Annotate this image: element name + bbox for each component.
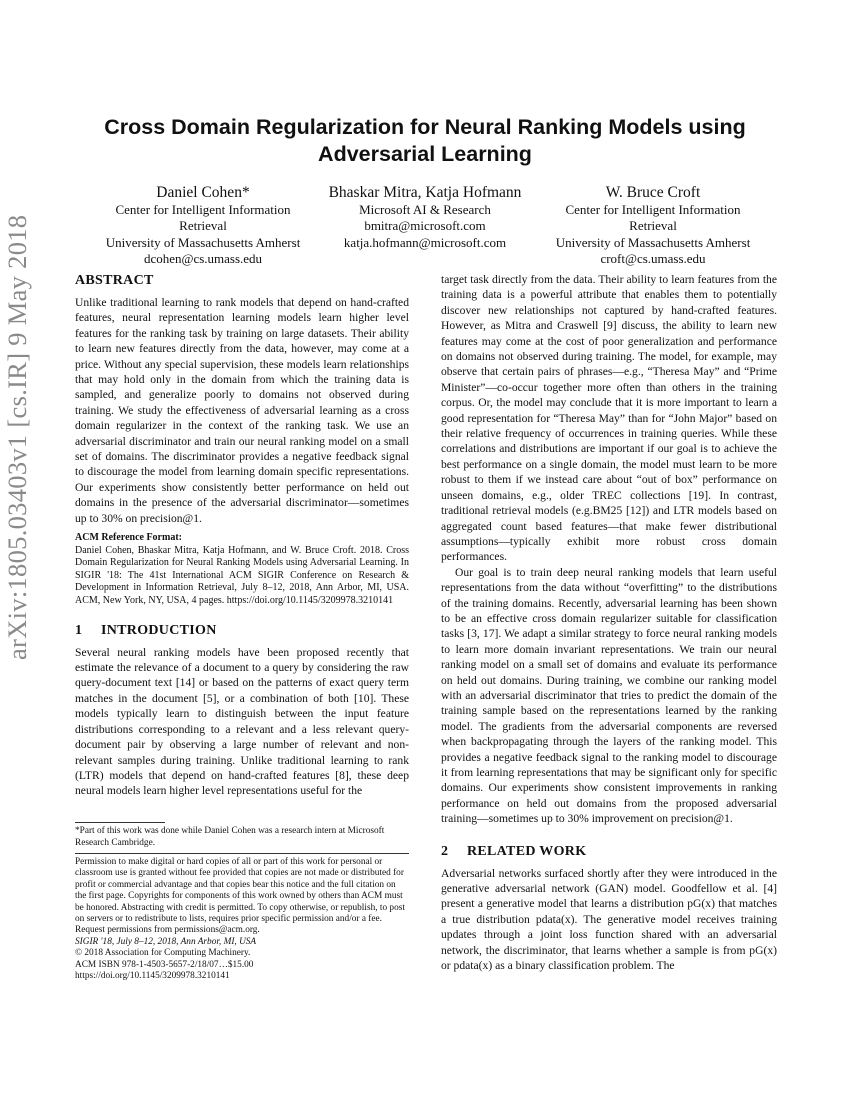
permission-isbn: ACM ISBN 978-1-4503-5657-2/18/07…$15.00 <box>75 959 254 970</box>
author-email: katja.hofmann@microsoft.com <box>343 234 507 250</box>
permission-doi: https://doi.org/10.1145/3209978.3210141 <box>75 971 230 982</box>
permission-divider <box>75 853 409 854</box>
abstract-text: Unlike traditional learning to rank models that depend on hand-crafted features, neural representation learning models learn higher level features for the ranking task by training on large datasets. Their ability to learn new features directly from the data, however, may come at a price. Without any special supervision, these models learn relationships that may hold only in the domain from which the training data is sampled, and generalize poorly to domains not observed during training. We study the effectiveness of adversarial learning as a cross domain regularizer in the context of the ranking task. We use an adversarial discriminator and train our neural ranking model on a small set of domains. The discriminator provides a negative feedback signal to discourage the model from learning domain specific representations. Our experiments show consistently better performance on held out domains in the presence of the adversarial discriminator—sometimes up to 30% on precision@1. <box>75 296 409 525</box>
section-heading-introduction <box>75 622 409 640</box>
author-affiliation: Center for Intelligent Information <box>115 202 291 217</box>
arxiv-stamp: arXiv:1805.03403v1 [cs.IR] 9 May 2018 <box>2 214 32 660</box>
author-affiliation: Center for Intelligent Information <box>565 202 741 217</box>
permission-venue: SIGIR '18, July 8–12, 2018, Ann Arbor, MI, USA <box>75 936 257 947</box>
author-email: croft@cs.umass.edu <box>600 250 706 266</box>
body-paragraph: Our goal is to train deep neural ranking models that learn useful representations from the data without “overfitting” to the distributions of the training domains. Recently, adversarial learning has been shown to be an effective cross domain regularizer suitable for classification tasks [3, 17]. We adapt a similar strategy to force neural ranking models to learn more domain invariant representations. We train our neural ranking model on a small set of domains and evaluate its performance on held out domains. During training, we combine our ranking model with an adversarial discriminator that tries to predict the domain of the training sample based on the representations learned by the ranking model. The gradients from the adversarial components are reversed when backpropagating through the layers of the ranking model. This provides a negative feedback signal to the ranking model to discourage it from learning representations that may be significant only for specific domains. Our experiments show consistent improvements in ranking performance on held out domains from the proposed adversarial training—sometimes up to 30% improvement on precision@1. <box>441 565 777 826</box>
section-number: 2 <box>441 843 449 859</box>
section-heading-related-work <box>441 843 777 861</box>
author-block <box>528 183 778 267</box>
author-affiliation: Microsoft AI & Research <box>359 202 491 217</box>
related-work-text: Adversarial networks surfaced shortly after they were introduced in the generative adversarial network (GAN) model. Goodfellow et al. [4] present a generative model that learns a distribution pG(x) that matches a true distribution pdata(x). The generative model receives training updates through a joint loss function shared with an adversarial network, the discriminator, that learns whether a sample is from pG(x) or pdata(x) as a binary classification problem. The <box>441 866 777 973</box>
author-name: Daniel Cohen* <box>156 184 250 201</box>
section-number: 1 <box>75 622 83 638</box>
paper-title: Cross Domain Regularization for Neural Ranking Models using Adversarial Learning <box>104 115 746 166</box>
author-name: Bhaskar Mitra, Katja Hofmann <box>328 184 522 201</box>
footnote: *Part of this work was done while Daniel Cohen was a research intern at Microsoft Research Cambridge. <box>75 826 385 848</box>
author-email: bmitra@microsoft.com <box>364 218 486 234</box>
author-affiliation: Retrieval <box>629 218 677 234</box>
author-name: W. Bruce Croft <box>605 184 701 201</box>
left-column <box>75 272 409 799</box>
body-paragraph: target task directly from the data. Their ability to learn features from the training data is a powerful attribute that enables them to potentially discover new relationships not captured by hand-crafted features. However, as Mitra and Craswell [9] discuss, the ability to learn new features may come at the cost of poor generalization and performance on domains not observed during training. The model, for example, may observe that certain pairs of phrases—e.g., “Theresa May” and “Prime Minister”—co-occur together more often than others in the training corpus. Or, the model may conclude that it is more important to learn a good representation for “Theresa May” than for “John Major” based on their relative frequency of occurrences in training queries. While these correlations and distributions are important if our goal is to achieve the best performance on a single domain, the model must learn to be more robust to them if we instead care about “out of box” performance on unseen domains, e.g., older TREC collections [19]. In contrast, traditional retrieval models (e.g.BM25 [12]) and LTR models based on aggregated count based features—that make fewer distributional assumptions—typically exhibit more robust cross domain performances. <box>441 273 777 564</box>
acm-reference <box>75 532 409 608</box>
author-email: dcohen@cs.umass.edu <box>143 250 263 266</box>
author-affiliation: University of Massachusetts Amherst <box>105 234 301 250</box>
footnote-divider <box>75 822 165 823</box>
author-block <box>300 183 550 251</box>
author-affiliation: Retrieval <box>179 218 227 234</box>
permission-copyright: © 2018 Association for Computing Machinery. <box>75 948 251 959</box>
right-column <box>441 272 777 973</box>
abstract-heading: ABSTRACT <box>75 273 154 288</box>
permission-block <box>75 857 409 982</box>
author-block <box>78 183 328 267</box>
intro-text: Several neural ranking models have been proposed recently that estimate the relevance of a document to a query by considering the raw query-document text [14] or based on the patterns of exact query term matches in the document [5], or a combination of both [10]. These models typically learn to distinguish between the input feature distributions corresponding to a relevant and a less relevant query-document pair by observing a large number of relevant and non-relevant samples during training. Unlike traditional learning to rank (LTR) models that depend on hand-crafted features [8], these deep neural models learn higher level representations useful for the <box>75 645 409 798</box>
section-title: INTRODUCTION <box>101 622 217 638</box>
acm-reference-text: Daniel Cohen, Bhaskar Mitra, Katja Hofmann, and W. Bruce Croft. 2018. Cross Domain Regularization for Neural Ranking Models using Adversarial Learning. In SIGIR '18: The 41st International ACM SIGIR Conference on Research & Development in Information Retrieval, July 8–12, 2018, Ann Arbor, MI, USA. ACM, New York, NY, USA, 4 pages. https://doi.org/10.1145/3209978.3210141 <box>75 544 409 607</box>
permission-text: Permission to make digital or hard copies of all or part of this work for personal or classroom use is granted without fee provided that copies are not made or distributed for profit or commercial advantage and that copies bear this notice and the full citation on the first page. Copyrights for components of this work owned by others than ACM must be honored. Abstracting with credit is permitted. To copy otherwise, or republish, to post on servers or to redistribute to lists, requires prior specific permission and/or a fee. Request permissions from permissions@acm.org. <box>75 857 405 936</box>
section-title: RELATED WORK <box>467 843 587 859</box>
acm-reference-heading: ACM Reference Format: <box>75 532 182 544</box>
author-affiliation: University of Massachusetts Amherst <box>555 234 751 250</box>
